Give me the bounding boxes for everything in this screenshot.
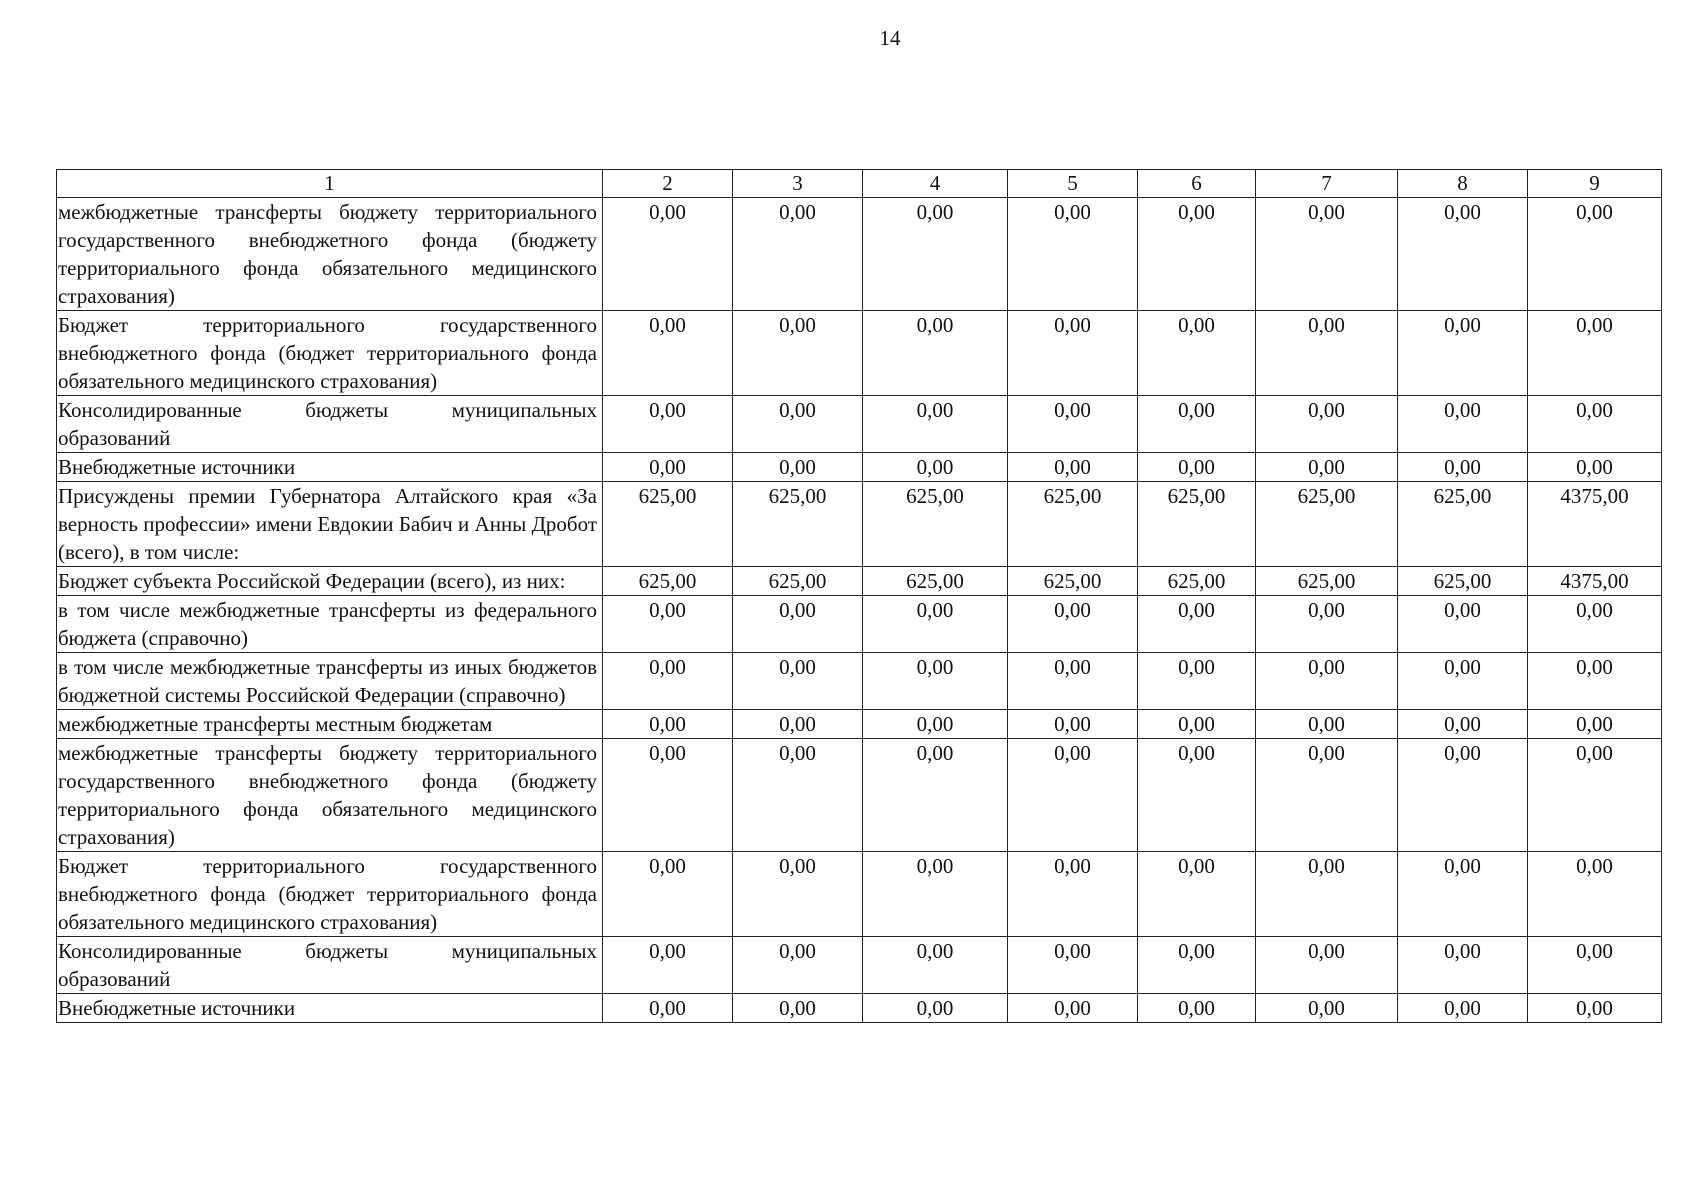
table-cell-value: 0,00: [1256, 994, 1398, 1023]
table-cell-value: 0,00: [1256, 396, 1398, 453]
table-cell-value: 0,00: [863, 453, 1008, 482]
table-row: [57, 311, 1662, 396]
table-cell-value: 0,00: [1256, 198, 1398, 311]
table-cell-value: 0,00: [863, 596, 1008, 653]
table-row: [57, 937, 1662, 994]
table-cell-value: 0,00: [1528, 396, 1662, 453]
column-header: 3: [733, 170, 863, 198]
table-cell-value: 625,00: [863, 482, 1008, 567]
table-cell-value: 0,00: [863, 937, 1008, 994]
table-cell-value: 0,00: [603, 453, 733, 482]
table-cell-value: 0,00: [863, 653, 1008, 710]
table-cell-value: 0,00: [603, 852, 733, 937]
table-cell-value: 0,00: [1138, 396, 1256, 453]
table-cell-value: 0,00: [603, 653, 733, 710]
row-label: в том числе межбюджетные трансферты из федерального бюджета (справочно): [57, 596, 603, 653]
table-cell-value: 0,00: [1256, 852, 1398, 937]
table-cell-value: 0,00: [1256, 653, 1398, 710]
row-label: Бюджет субъекта Российской Федерации (всего), из них:: [57, 567, 603, 596]
table-cell-value: 0,00: [603, 596, 733, 653]
table-cell-value: 0,00: [1398, 311, 1528, 396]
table-row: [57, 596, 1662, 653]
row-label: Внебюджетные источники: [57, 453, 603, 482]
table-header-row: [57, 170, 1662, 198]
row-label: Консолидированные бюджеты муниципальных образований: [57, 396, 603, 453]
table-cell-value: 0,00: [1398, 937, 1528, 994]
table-cell-value: 0,00: [1008, 453, 1138, 482]
table-cell-value: 625,00: [1256, 567, 1398, 596]
row-label: Консолидированные бюджеты муниципальных образований: [57, 937, 603, 994]
table-row: [57, 567, 1662, 596]
table-cell-value: 0,00: [863, 198, 1008, 311]
table-cell-value: 0,00: [1008, 596, 1138, 653]
table-cell-value: 625,00: [733, 567, 863, 596]
table-cell-value: 4375,00: [1528, 567, 1662, 596]
table-cell-value: 0,00: [1398, 596, 1528, 653]
table-cell-value: 0,00: [1008, 710, 1138, 739]
table-cell-value: 0,00: [603, 710, 733, 739]
table-cell-value: 0,00: [1528, 937, 1662, 994]
table-cell-value: 0,00: [863, 396, 1008, 453]
budget-table: [56, 169, 1662, 1023]
table-cell-value: 0,00: [1398, 396, 1528, 453]
column-header: 7: [1256, 170, 1398, 198]
table-cell-value: 625,00: [1138, 567, 1256, 596]
table-cell-value: 0,00: [1528, 852, 1662, 937]
table-cell-value: 0,00: [1398, 994, 1528, 1023]
table-cell-value: 0,00: [603, 198, 733, 311]
column-header: 2: [603, 170, 733, 198]
table-cell-value: 0,00: [1138, 311, 1256, 396]
table-cell-value: 0,00: [1398, 453, 1528, 482]
table-cell-value: 0,00: [603, 396, 733, 453]
row-label: Бюджет территориального государственного внебюджетного фонда (бюджет территориального фонда обязательного медицинского страхования): [57, 852, 603, 937]
table-cell-value: 0,00: [1008, 937, 1138, 994]
table-cell-value: 0,00: [1008, 653, 1138, 710]
table-cell-value: 0,00: [1256, 739, 1398, 852]
table-cell-value: 0,00: [1008, 852, 1138, 937]
table-cell-value: 0,00: [1138, 739, 1256, 852]
row-label: Бюджет территориального государственного внебюджетного фонда (бюджет территориального фонда обязательного медицинского страхования): [57, 311, 603, 396]
table-row: [57, 396, 1662, 453]
table-cell-value: 0,00: [1138, 937, 1256, 994]
table-cell-value: 0,00: [1008, 994, 1138, 1023]
table-cell-value: 0,00: [1528, 596, 1662, 653]
table-cell-value: 0,00: [1256, 937, 1398, 994]
table-cell-value: 0,00: [1138, 198, 1256, 311]
table-cell-value: 0,00: [1398, 198, 1528, 311]
column-header: 9: [1528, 170, 1662, 198]
table-cell-value: 0,00: [603, 739, 733, 852]
table-row: [57, 994, 1662, 1023]
column-header: 8: [1398, 170, 1528, 198]
table-cell-value: 0,00: [733, 311, 863, 396]
table-cell-value: 0,00: [1528, 653, 1662, 710]
table-cell-value: 0,00: [1256, 596, 1398, 653]
column-header: 1: [57, 170, 603, 198]
table-row: [57, 852, 1662, 937]
table-row: [57, 482, 1662, 567]
row-label: межбюджетные трансферты местным бюджетам: [57, 710, 603, 739]
table-cell-value: 0,00: [1398, 852, 1528, 937]
table-cell-value: 0,00: [1528, 198, 1662, 311]
table-cell-value: 625,00: [603, 567, 733, 596]
table-cell-value: 625,00: [1138, 482, 1256, 567]
table-cell-value: 625,00: [1398, 567, 1528, 596]
table-cell-value: 0,00: [733, 653, 863, 710]
table-row: [57, 653, 1662, 710]
table-cell-value: 0,00: [863, 852, 1008, 937]
table-cell-value: 0,00: [1256, 710, 1398, 739]
table-cell-value: 625,00: [1008, 567, 1138, 596]
table-cell-value: 0,00: [1138, 852, 1256, 937]
table-cell-value: 0,00: [1398, 653, 1528, 710]
table-cell-value: 0,00: [1008, 311, 1138, 396]
table-body: [57, 198, 1662, 1023]
column-header: 5: [1008, 170, 1138, 198]
row-label: межбюджетные трансферты бюджету территориального государственного внебюджетного фонда (бюджету территориального фонда обязательного медицинского страхования): [57, 739, 603, 852]
table-cell-value: 0,00: [603, 937, 733, 994]
table-cell-value: 0,00: [1256, 453, 1398, 482]
table-cell-value: 625,00: [1008, 482, 1138, 567]
table-cell-value: 0,00: [733, 937, 863, 994]
column-header: 6: [1138, 170, 1256, 198]
table-cell-value: 0,00: [1256, 311, 1398, 396]
table-cell-value: 0,00: [863, 739, 1008, 852]
table-cell-value: 0,00: [1528, 710, 1662, 739]
table-cell-value: 0,00: [1138, 994, 1256, 1023]
table-cell-value: 0,00: [1138, 653, 1256, 710]
table-cell-value: 0,00: [863, 311, 1008, 396]
table-cell-value: 0,00: [1008, 396, 1138, 453]
table-cell-value: 0,00: [1138, 596, 1256, 653]
row-label: межбюджетные трансферты бюджету территориального государственного внебюджетного фонда (бюджету территориального фонда обязательного медицинского страхования): [57, 198, 603, 311]
table-cell-value: 625,00: [733, 482, 863, 567]
table-cell-value: 0,00: [1398, 739, 1528, 852]
table-cell-value: 0,00: [1528, 311, 1662, 396]
table-cell-value: 0,00: [733, 739, 863, 852]
table-cell-value: 0,00: [733, 198, 863, 311]
row-label: Внебюджетные источники: [57, 994, 603, 1023]
table-cell-value: 0,00: [1398, 710, 1528, 739]
table-cell-value: 0,00: [1138, 453, 1256, 482]
table-cell-value: 0,00: [733, 396, 863, 453]
table-cell-value: 0,00: [1528, 994, 1662, 1023]
table-cell-value: 4375,00: [1528, 482, 1662, 567]
table-cell-value: 0,00: [603, 994, 733, 1023]
table-cell-value: 0,00: [733, 596, 863, 653]
table-cell-value: 0,00: [1008, 198, 1138, 311]
column-header: 4: [863, 170, 1008, 198]
table-cell-value: 0,00: [863, 710, 1008, 739]
budget-table-container: [56, 169, 1661, 1023]
table-cell-value: 0,00: [733, 994, 863, 1023]
table-row: [57, 198, 1662, 311]
page-number: 14: [879, 26, 901, 50]
table-row: [57, 739, 1662, 852]
table-cell-value: 0,00: [863, 994, 1008, 1023]
table-cell-value: 625,00: [1398, 482, 1528, 567]
row-label: в том числе межбюджетные трансферты из иных бюджетов бюджетной системы Российской Федерации (справочно): [57, 653, 603, 710]
table-cell-value: 0,00: [733, 710, 863, 739]
table-row: [57, 710, 1662, 739]
table-cell-value: 0,00: [1008, 739, 1138, 852]
table-cell-value: 0,00: [603, 311, 733, 396]
table-cell-value: 0,00: [1528, 739, 1662, 852]
table-cell-value: 625,00: [863, 567, 1008, 596]
table-cell-value: 0,00: [1138, 710, 1256, 739]
row-label: Присуждены премии Губернатора Алтайского края «За верность профессии» имени Евдокии Бабич и Анны Дробот (всего), в том числе:: [57, 482, 603, 567]
table-row: [57, 453, 1662, 482]
table-cell-value: 625,00: [603, 482, 733, 567]
table-cell-value: 625,00: [1256, 482, 1398, 567]
table-cell-value: 0,00: [733, 852, 863, 937]
table-cell-value: 0,00: [1528, 453, 1662, 482]
table-cell-value: 0,00: [733, 453, 863, 482]
